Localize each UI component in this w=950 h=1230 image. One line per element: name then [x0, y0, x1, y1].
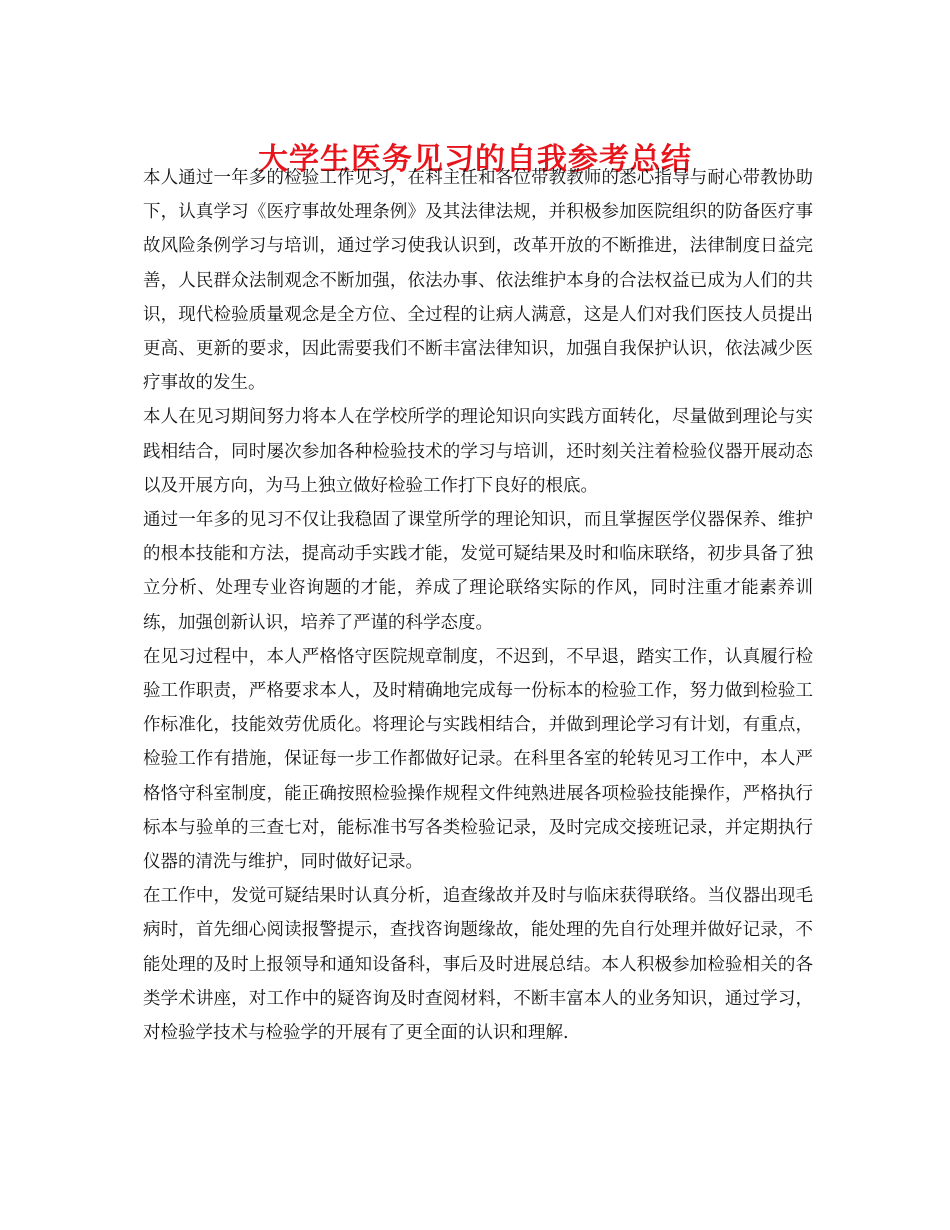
- paragraph-5: 在工作中，发觉可疑结果时认真分析，追查缘故并及时与临床获得联络。当仪器出现毛病时，首先细心阅读报警提示，查找咨询题缘故，能处理的先自行处理并做好记录，不能处理的及时上报领导和通知设备科，事后及时进展总结。本人积极参加检验相关的各类学术讲座，对工作中的疑咨询及时查阅材料，不断丰富本人的业务知识，通过学习，对检验学技术与检验学的开展有了更全面的认识和理解.: [143, 886, 813, 1044]
- paragraph-1: 本人通过一年多的检验工作见习，在科主任和各位带教教师的悉心指导与耐心带教协助下，认真学习《医疗事故处理条例》及其法律法规，并积极参加医院组织的防备医疗事故风险条例学习与培训，通过学习使我认识到，改革开放的不断推进，法律制度日益完善，人民群众法制观念不断加强，依法办事、依法维护本身的合法权益已成为人们的共识，现代检验质量观念是全方位、全过程的让病人满意，这是人们对我们医技人员提出更高、更新的要求，因此需要我们不断丰富法律知识，加强自我保护认识，依法减少医疗事故的发生。: [143, 168, 813, 394]
- paragraph-4: 在见习过程中，本人严格恪守医院规章制度，不迟到，不早退，踏实工作，认真履行检验工作职责，严格要求本人，及时精确地完成每一份标本的检验工作，努力做到检验工作标准化，技能效劳优质化。将理论与实践相结合，并做到理论学习有计划，有重点，检验工作有措施，保证每一步工作都做好记录。在科里各室的轮转见习工作中，本人严格恪守科室制度，能正确按照检验操作规程文件纯熟进展各项检验技能操作，严格执行标本与验单的三查七对，能标准书写各类检验记录，及时完成交接班记录，并定期执行仪器的清洗与维护，同时做好记录。: [143, 646, 813, 873]
- document-title: 大学生医务见习的自我参考总结: [258, 142, 692, 178]
- paragraph-3: 通过一年多的见习不仅让我稳固了课堂所学的理论知识，而且掌握医学仪器保养、维护的根本技能和方法，提高动手实践才能，发觉可疑结果及时和临床联络，初步具备了独立分析、处理专业咨询题的才能，养成了理论联络实际的作风，同时注重才能素养训练，加强创新认识，培养了严谨的科学态度。: [143, 510, 813, 633]
- paragraph-2: 本人在见习期间努力将本人在学校所学的理论知识向实践方面转化，尽量做到理论与实践相结合，同时屡次参加各种检验技术的学习与培训，还时刻关注着检验仪器开展动态以及开展方向，为马上独立做好检验工作打下良好的根底。: [143, 407, 813, 496]
- document-body: [143, 161, 813, 1050]
